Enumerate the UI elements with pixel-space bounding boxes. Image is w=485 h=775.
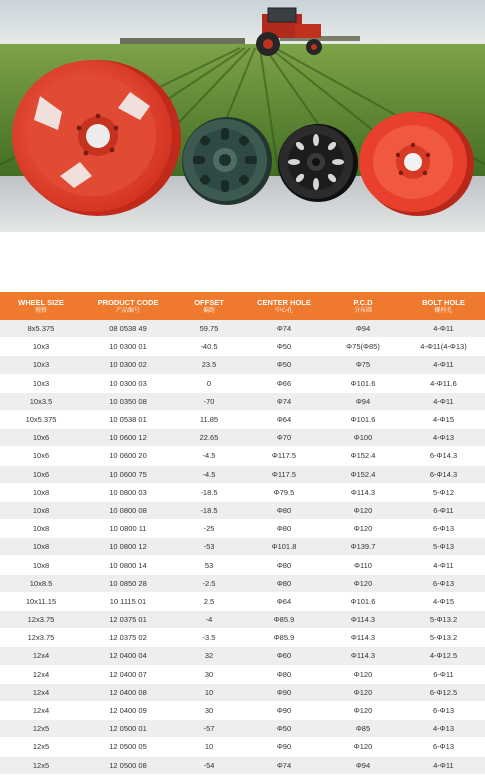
bolt-hole-cell: 4-Φ11.6	[402, 374, 485, 392]
pcd-cell: Φ114.3	[324, 483, 402, 501]
pcd-cell: Φ94	[324, 756, 402, 774]
pcd-cell: Φ120	[324, 520, 402, 538]
table-row	[0, 410, 485, 428]
table-row	[0, 665, 485, 683]
center-hole-cell: Φ50	[244, 720, 324, 738]
offset-cell: 11.85	[174, 410, 244, 428]
offset-cell: 2.5	[174, 592, 244, 610]
product-code-cell: 12 0500 08	[82, 756, 174, 774]
table-row	[0, 320, 485, 338]
pcd-cell: Φ152.4	[324, 465, 402, 483]
table-row	[0, 629, 485, 647]
table-row	[0, 556, 485, 574]
wheel-size-cell: 10x5.375	[0, 410, 82, 428]
table-row	[0, 683, 485, 701]
offset-cell: -70	[174, 392, 244, 410]
wheel-size-cell: 12x3.75	[0, 629, 82, 647]
pcd-cell: Φ85	[324, 720, 402, 738]
product-code-cell: 12 0400 04	[82, 647, 174, 665]
product-code-cell: 12 0375 01	[82, 611, 174, 629]
wheel-size-cell: 10x8	[0, 538, 82, 556]
wheel-size-cell: 12x5	[0, 756, 82, 774]
product-code-cell: 12 0400 07	[82, 665, 174, 683]
wheel-size-cell: 10x3.5	[0, 392, 82, 410]
wheel-size-cell: 10x6	[0, 465, 82, 483]
table-row	[0, 611, 485, 629]
offset-cell: -4.5	[174, 465, 244, 483]
bolt-hole-cell: 4-Φ11(4-Φ13)	[402, 338, 485, 356]
center-hole-cell: Φ117.5	[244, 465, 324, 483]
bolt-hole-cell: 6-Φ13	[402, 520, 485, 538]
product-code-cell: 10 0800 12	[82, 538, 174, 556]
offset-cell: -54	[174, 756, 244, 774]
table-row	[0, 447, 485, 465]
offset-cell: -40.5	[174, 338, 244, 356]
bolt-hole-cell: 6-Φ13	[402, 574, 485, 592]
offset-cell: 10	[174, 738, 244, 756]
wheel-size-cell: 10x6	[0, 429, 82, 447]
center-hole-cell: Φ74	[244, 320, 324, 338]
table-row	[0, 520, 485, 538]
wheel-size-cell: 10x3	[0, 338, 82, 356]
center-hole-cell: Φ85.9	[244, 629, 324, 647]
table-header-row	[0, 292, 485, 320]
product-code-cell: 10 0300 03	[82, 374, 174, 392]
header-pcd: P.C.D 分布圆	[324, 292, 402, 320]
offset-cell: -18.5	[174, 483, 244, 501]
wheel-size-cell: 8x5.375	[0, 320, 82, 338]
wheel-size-cell: 10x3	[0, 374, 82, 392]
pcd-cell: Φ120	[324, 738, 402, 756]
table-row	[0, 720, 485, 738]
pcd-cell: Φ120	[324, 501, 402, 519]
black-wheel-icon	[278, 124, 358, 202]
offset-cell: 30	[174, 701, 244, 719]
bolt-hole-cell: 5-Φ13	[402, 538, 485, 556]
wheel-size-cell: 10x8	[0, 520, 82, 538]
bolt-hole-cell: 6-Φ13	[402, 701, 485, 719]
product-code-cell: 10 0800 08	[82, 501, 174, 519]
center-hole-cell: Φ74	[244, 756, 324, 774]
center-hole-cell: Φ101.8	[244, 538, 324, 556]
center-hole-cell: Φ79.5	[244, 483, 324, 501]
pcd-cell: Φ75(Φ85)	[324, 338, 402, 356]
pcd-cell: Φ139.7	[324, 538, 402, 556]
offset-cell: -25	[174, 520, 244, 538]
wheel-size-cell: 12x4	[0, 701, 82, 719]
wheel-size-cell: 12x4	[0, 647, 82, 665]
product-code-cell: 12 0500 01	[82, 720, 174, 738]
header-wheel-size: WHEEL SIZE 规格	[0, 292, 82, 320]
header-product-code: PRODUCT CODE 产品编号	[82, 292, 174, 320]
bolt-hole-cell: 5-Φ13.2	[402, 629, 485, 647]
hero-banner	[0, 0, 485, 232]
wheel-size-cell: 10x8.5	[0, 574, 82, 592]
bolt-hole-cell: 4-Φ11	[402, 356, 485, 374]
bolt-hole-cell: 6-Φ11	[402, 501, 485, 519]
pcd-cell: Φ120	[324, 574, 402, 592]
pcd-cell: Φ152.4	[324, 447, 402, 465]
pcd-cell: Φ120	[324, 665, 402, 683]
product-code-cell: 12 0500 05	[82, 738, 174, 756]
product-code-cell: 08 0538 49	[82, 320, 174, 338]
pcd-cell: Φ75	[324, 356, 402, 374]
header-offset: OFFSET 偏距	[174, 292, 244, 320]
table-row	[0, 701, 485, 719]
offset-cell: -53	[174, 538, 244, 556]
product-code-cell: 12 0375 02	[82, 629, 174, 647]
product-code-cell: 10 0538 01	[82, 410, 174, 428]
wheel-size-cell: 10x11.15	[0, 592, 82, 610]
center-hole-cell: Φ117.5	[244, 447, 324, 465]
product-code-cell: 10 0300 01	[82, 338, 174, 356]
offset-cell: -18.5	[174, 501, 244, 519]
bolt-hole-cell: 4-Φ11	[402, 320, 485, 338]
center-hole-cell: Φ80	[244, 665, 324, 683]
center-hole-cell: Φ80	[244, 501, 324, 519]
pcd-cell: Φ114.3	[324, 611, 402, 629]
pcd-cell: Φ110	[324, 556, 402, 574]
center-hole-cell: Φ64	[244, 410, 324, 428]
bolt-hole-cell: 4-Φ12.5	[402, 647, 485, 665]
bolt-hole-cell: 6-Φ14.3	[402, 447, 485, 465]
product-code-cell: 10 0600 20	[82, 447, 174, 465]
product-code-cell: 10 0800 14	[82, 556, 174, 574]
pcd-cell: Φ101.6	[324, 592, 402, 610]
table-row	[0, 338, 485, 356]
table-row	[0, 592, 485, 610]
table-row	[0, 738, 485, 756]
pcd-cell: Φ94	[324, 392, 402, 410]
bolt-hole-cell: 6-Φ12.5	[402, 683, 485, 701]
wheel-size-cell: 10x6	[0, 447, 82, 465]
product-code-cell: 10 1115 01	[82, 592, 174, 610]
center-hole-cell: Φ70	[244, 429, 324, 447]
table-row	[0, 356, 485, 374]
offset-cell: 0	[174, 374, 244, 392]
offset-cell: -57	[174, 720, 244, 738]
bolt-hole-cell: 6-Φ11	[402, 665, 485, 683]
bolt-hole-cell: 4-Φ15	[402, 410, 485, 428]
center-hole-cell: Φ64	[244, 592, 324, 610]
center-hole-cell: Φ50	[244, 338, 324, 356]
product-code-cell: 10 0300 02	[82, 356, 174, 374]
table-row	[0, 429, 485, 447]
pcd-cell: Φ114.3	[324, 647, 402, 665]
wheel-size-cell: 12x5	[0, 720, 82, 738]
bolt-hole-cell: 4-Φ15	[402, 592, 485, 610]
pcd-cell: Φ101.6	[324, 374, 402, 392]
table-row	[0, 392, 485, 410]
offset-cell: -4.5	[174, 447, 244, 465]
center-hole-cell: Φ85.9	[244, 611, 324, 629]
wheel-size-cell: 12x4	[0, 683, 82, 701]
center-hole-cell: Φ90	[244, 701, 324, 719]
table-row	[0, 374, 485, 392]
offset-cell: -4	[174, 611, 244, 629]
table-row	[0, 465, 485, 483]
header-center-hole: CENTER HOLE 中心孔	[244, 292, 324, 320]
offset-cell: 22.65	[174, 429, 244, 447]
product-code-cell: 10 0600 12	[82, 429, 174, 447]
product-code-cell: 10 0350 08	[82, 392, 174, 410]
header-bolt-hole: BOLT HOLE 螺栓孔	[402, 292, 485, 320]
bolt-hole-cell: 4-Φ11	[402, 556, 485, 574]
center-hole-cell: Φ90	[244, 683, 324, 701]
green-wheel-icon	[182, 117, 272, 205]
table-row	[0, 647, 485, 665]
pcd-cell: Φ101.6	[324, 410, 402, 428]
bolt-hole-cell: 5-Φ13.2	[402, 611, 485, 629]
product-code-cell: 12 0400 08	[82, 683, 174, 701]
table-row	[0, 574, 485, 592]
pcd-cell: Φ94	[324, 320, 402, 338]
table-row	[0, 483, 485, 501]
bolt-hole-cell: 4-Φ11	[402, 756, 485, 774]
table-row	[0, 756, 485, 774]
bolt-hole-cell: 4-Φ11	[402, 392, 485, 410]
wheel-size-cell: 10x8	[0, 483, 82, 501]
offset-cell: -3.5	[174, 629, 244, 647]
product-code-cell: 10 0800 11	[82, 520, 174, 538]
wheel-spec-table	[0, 292, 485, 775]
offset-cell: -2.5	[174, 574, 244, 592]
offset-cell: 32	[174, 647, 244, 665]
offset-cell: 30	[174, 665, 244, 683]
pcd-cell: Φ114.3	[324, 629, 402, 647]
pcd-cell: Φ100	[324, 429, 402, 447]
wheel-size-cell: 10x8	[0, 556, 82, 574]
bolt-hole-cell: 6-Φ13	[402, 738, 485, 756]
product-code-cell: 12 0400 09	[82, 701, 174, 719]
hero-illustration	[0, 0, 485, 232]
table-body	[0, 320, 485, 774]
bolt-hole-cell: 6-Φ14.3	[402, 465, 485, 483]
center-hole-cell: Φ66	[244, 374, 324, 392]
center-hole-cell: Φ90	[244, 738, 324, 756]
bolt-hole-cell: 4-Φ13	[402, 429, 485, 447]
wheel-size-cell: 12x3.75	[0, 611, 82, 629]
center-hole-cell: Φ80	[244, 556, 324, 574]
spacer	[0, 232, 485, 292]
center-hole-cell: Φ60	[244, 647, 324, 665]
table-row	[0, 538, 485, 556]
pcd-cell: Φ120	[324, 701, 402, 719]
wheel-size-cell: 10x8	[0, 501, 82, 519]
bolt-hole-cell: 4-Φ13	[402, 720, 485, 738]
bolt-hole-cell: 5-Φ12	[402, 483, 485, 501]
offset-cell: 53	[174, 556, 244, 574]
product-code-cell: 10 0850 28	[82, 574, 174, 592]
offset-cell: 59.75	[174, 320, 244, 338]
offset-cell: 23.5	[174, 356, 244, 374]
product-code-cell: 10 0600 75	[82, 465, 174, 483]
offset-cell: 10	[174, 683, 244, 701]
center-hole-cell: Φ50	[244, 356, 324, 374]
center-hole-cell: Φ80	[244, 574, 324, 592]
wheel-size-cell: 12x5	[0, 738, 82, 756]
center-hole-cell: Φ74	[244, 392, 324, 410]
center-hole-cell: Φ80	[244, 520, 324, 538]
product-code-cell: 10 0800 03	[82, 483, 174, 501]
table-row	[0, 501, 485, 519]
pcd-cell: Φ120	[324, 683, 402, 701]
wheel-size-cell: 12x4	[0, 665, 82, 683]
wheel-size-cell: 10x3	[0, 356, 82, 374]
